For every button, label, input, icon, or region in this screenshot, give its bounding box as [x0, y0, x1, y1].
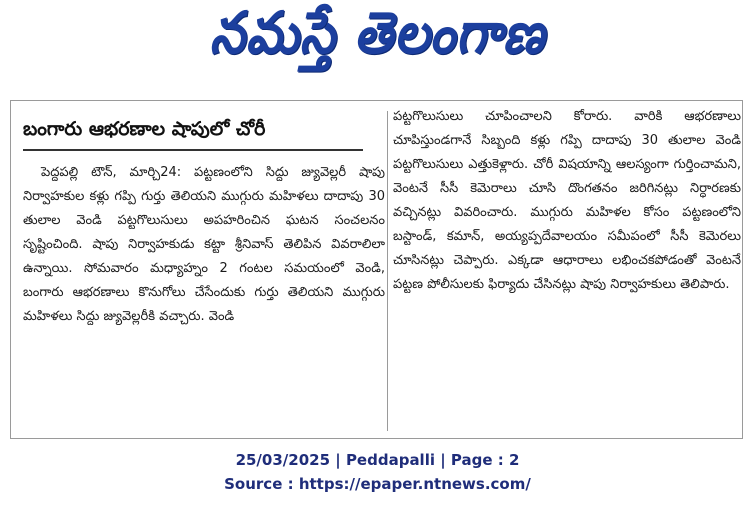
- masthead: [0, 0, 755, 80]
- source-link[interactable]: Source : https://epaper.ntnews.com/: [224, 475, 531, 493]
- article-column-right: [393, 101, 741, 438]
- edition-info: 25/03/2025 | Peddapalli | Page : 2: [235, 451, 520, 469]
- article-body-right: పట్టగొలుసులు చూపించాలని కోరారు. వారికి ఆభరణాలు చూపిస్తుండగానే సిబ్బంది కళ్లు గప్పి దాదాపు 30 తులాల వెండి పట్టగొలుసులు ఎత్తుకెళ్లారు. చోరీ విషయాన్ని ఆలస్యంగా గుర్తించామని, వెంటనే సీసీ కెమెరాలు చూసి దొంగతనం జరిగినట్లు నిర్ధారణకు వచ్చినట్లు వివరించారు. ముగ్గురు మహిళల కోసం పట్టణంలోని బస్టాండ్, కమాన్, అయ్యప్పదేవాలయం సమీపంలో సీసీ కెమెరలు చూసినట్లు చెప్పారు. ఎక్కడా ఆధారాలు లభించకపోడంతో వెంటనే పట్టణ పోలీసులకు ఫిర్యాదు చేసినట్లు షాపు నిర్వాహకులు తెలిపారు.: [393, 109, 741, 292]
- article-column-left: [23, 101, 385, 438]
- news-clipping: [10, 100, 743, 439]
- article-headline: బంగారు ఆభరణాల షాపులో చోరీ: [23, 118, 266, 140]
- headline-underline: [23, 149, 363, 151]
- article-body-left: పెద్దపల్లి టౌన్, మార్చి24: పట్టణంలోని సిద్దు జ్యువెల్లరీ షాపు నిర్వాహకుల కళ్లు గప్పి గుర్తు తెలియని ముగ్గురు మహిళలు దాదాపు 30 తులాల వెండి పట్టగొలుసులు అపహరించిన ఘటన సంచలనం సృష్టించింది. షాపు నిర్వాహకుడు కట్టా శ్రీనివాస్ తెలిపిన వివరాలిలా ఉన్నాయి. సోమవారం మధ్యాహ్నం 2 గంటల సమయంలో వెండి, బంగారు ఆభరణాలు కొనుగోలు చేసేందుకు గుర్తు తెలియని ముగ్గురు మహిళలు సిద్దు జ్యువెల్లరీకి వచ్చారు. వెండి: [23, 165, 385, 324]
- newspaper-logo: నమస్తే తెలంగాణ: [209, 0, 546, 66]
- clipping-footer: [0, 448, 755, 496]
- column-divider: [387, 111, 388, 431]
